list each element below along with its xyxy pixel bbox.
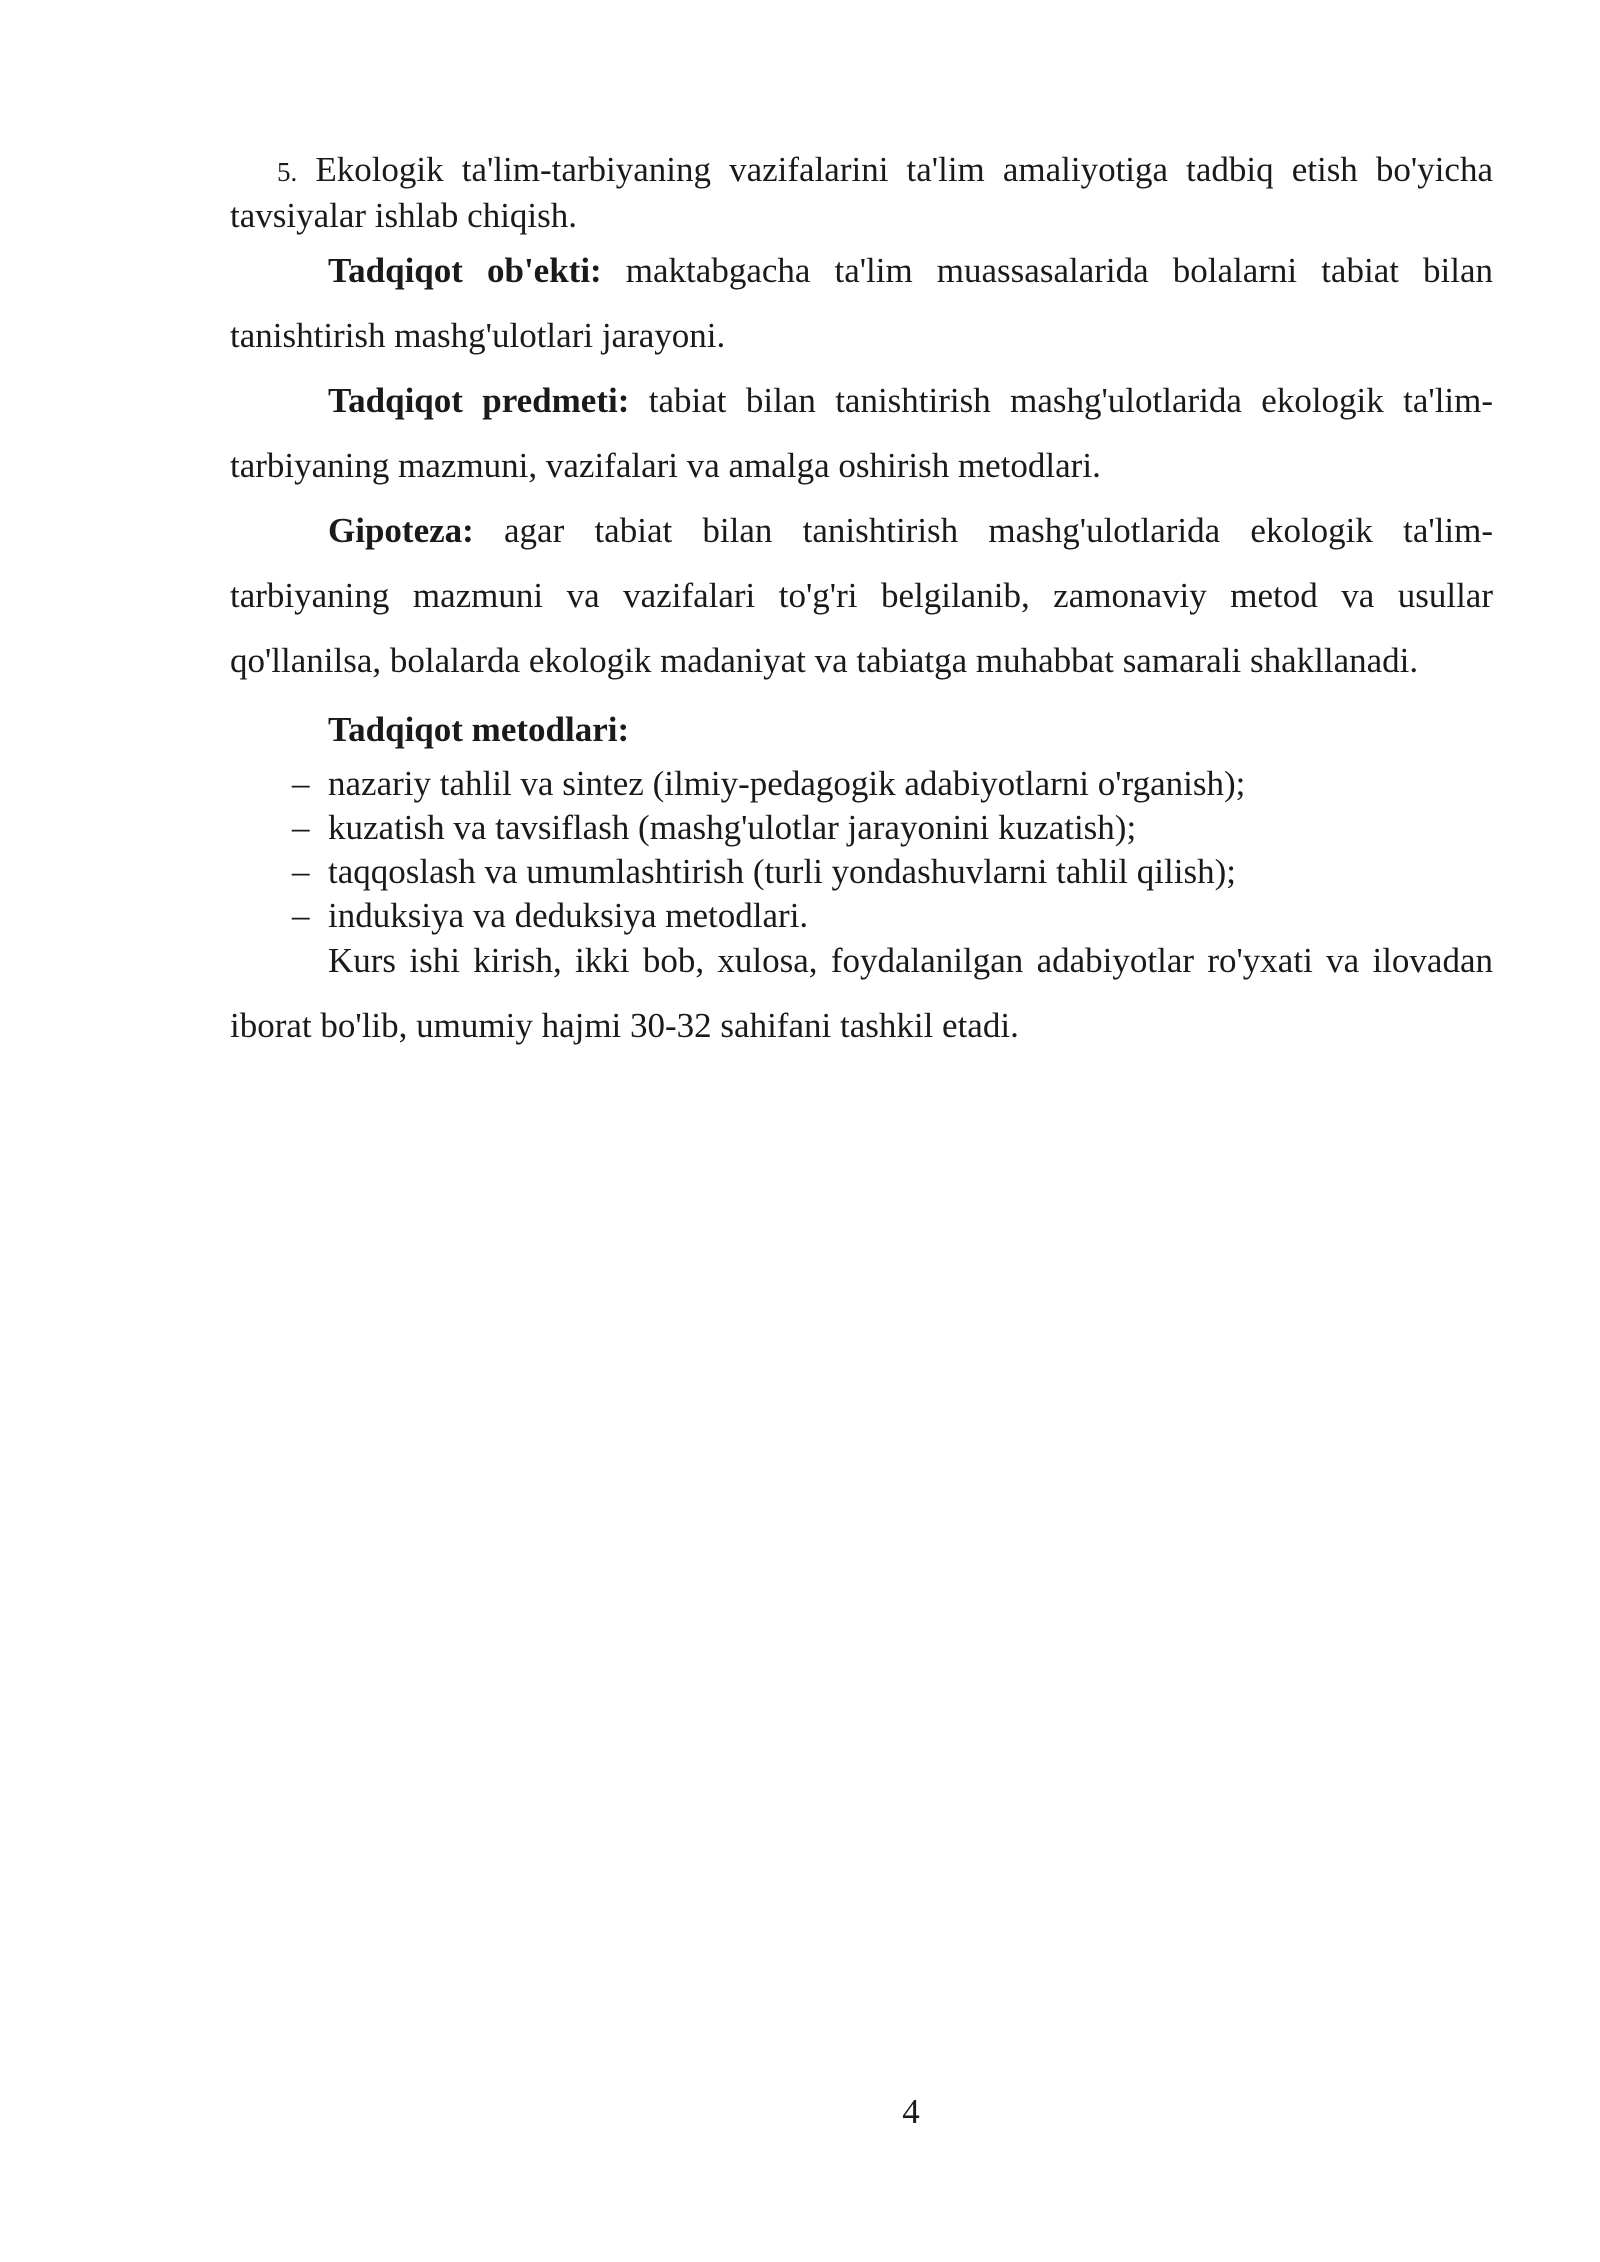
list-item-text: taqqoslash va umumlashtirish (turli yondashuvlarni tahlil qilish); — [328, 852, 1236, 891]
list-item — [230, 762, 1493, 806]
list-item-text: kuzatish va tavsiflash (mashg'ulotlar jarayonini kuzatish); — [328, 808, 1137, 847]
research-subject-paragraph — [230, 368, 1493, 498]
list-item — [230, 894, 1493, 938]
task-item-5 — [230, 148, 1493, 238]
course-structure-paragraph — [230, 928, 1493, 1058]
research-methods-list — [230, 762, 1493, 938]
list-item-text: nazariy tahlil va sintez (ilmiy-pedagogik adabiyotlarni o'rganish); — [328, 764, 1246, 803]
research-subject-label: Tadqiqot predmeti: — [328, 381, 630, 420]
course-structure-text: Kurs ishi kirish, ikki bob, xulosa, foydalanilgan adabiyotlar ro'yxati va ilovadan iborat bo'lib, umumiy hajmi 30-32 sahifani tashkil etadi. — [230, 941, 1493, 1045]
document-page — [230, 148, 1493, 1058]
hypothesis-label: Gipoteza: — [328, 511, 474, 550]
task-item-number: 5. — [277, 157, 298, 187]
list-item-text: induksiya va deduksiya metodlari. — [328, 896, 809, 935]
hypothesis-text: agar tabiat bilan tanishtirish mashg'ulotlarida ekologik ta'lim-tarbiyaning mazmuni va vazifalari to'g'ri belgilanib, zamonaviy metod va usullar qo'llanilsa, bolalarda ekologik madaniyat va tabiatga muhabbat samarali shakllanadi. — [230, 511, 1493, 680]
research-methods-heading: Tadqiqot metodlari: — [328, 710, 630, 749]
research-object-text: maktabgacha ta'lim muassasalarida bolalarni tabiat bilan tanishtirish mashg'ulotlari jarayoni. — [230, 251, 1494, 355]
list-item — [230, 850, 1493, 894]
research-object-label: Tadqiqot ob'ekti: — [328, 251, 602, 290]
task-item-text: Ekologik ta'lim-tarbiyaning vazifalarini ta'lim amaliyotiga tadbiq etish bo'yicha tavsiyalar ishlab chiqish. — [230, 150, 1493, 235]
research-object-paragraph — [230, 238, 1493, 368]
dash-bullet: – — [292, 852, 310, 891]
dash-bullet: – — [292, 764, 310, 803]
dash-bullet: – — [292, 808, 310, 847]
research-subject-text: tabiat bilan tanishtirish mashg'ulotlarida ekologik ta'lim-tarbiyaning mazmuni, vazifalari va amalga oshirish metodlari. — [230, 381, 1494, 485]
hypothesis-paragraph — [230, 498, 1493, 693]
list-item — [230, 806, 1493, 850]
dash-bullet: – — [292, 896, 310, 935]
page-number: 4 — [902, 2092, 920, 2131]
